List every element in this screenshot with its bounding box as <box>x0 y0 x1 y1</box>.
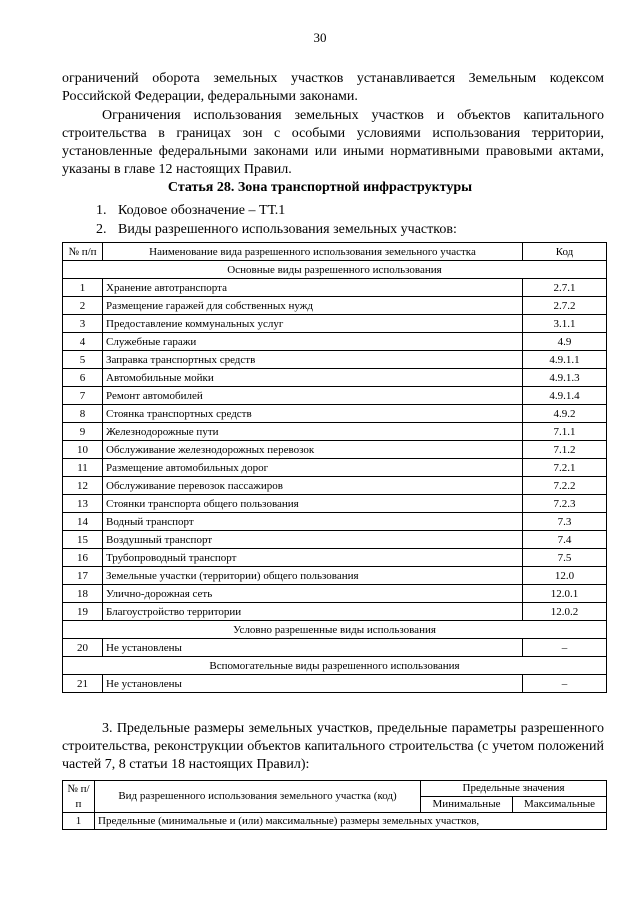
row-use-name: Не установлены <box>103 675 523 693</box>
list-item-text: Кодовое обозначение – ТТ.1 <box>118 203 286 218</box>
section-title: Условно разрешенные виды использования <box>63 621 607 639</box>
section-row-main <box>63 261 607 279</box>
table-row <box>63 813 607 830</box>
column-header-max: Максимальные <box>513 797 607 813</box>
row-use-name: Улично-дорожная сеть <box>103 585 523 603</box>
row-use-name: Обслуживание железнодорожных перевозок <box>103 441 523 459</box>
table-row <box>63 405 607 423</box>
row-use-code: 2.7.1 <box>523 279 607 297</box>
section-row-conditional <box>63 621 607 639</box>
table-row <box>63 495 607 513</box>
row-number: 21 <box>63 675 103 693</box>
section-title: Вспомогательные виды разрешенного использования <box>63 657 607 675</box>
row-use-name: Предоставление коммунальных услуг <box>103 315 523 333</box>
row-use-name: Благоустройство территории <box>103 603 523 621</box>
row-number: 19 <box>63 603 103 621</box>
table-row <box>63 423 607 441</box>
row-number: 20 <box>63 639 103 657</box>
row-use-name: Воздушный транспорт <box>103 531 523 549</box>
table-row <box>63 315 607 333</box>
row-use-name: Трубопроводный транспорт <box>103 549 523 567</box>
row-number: 11 <box>63 459 103 477</box>
list-item-text: Виды разрешенного использования земельных участков: <box>118 222 457 237</box>
column-header-use-type: Вид разрешенного использования земельного участка (код) <box>95 781 421 813</box>
row-number: 2 <box>63 297 103 315</box>
row-use-code: 4.9 <box>523 333 607 351</box>
table-row <box>63 567 607 585</box>
row-use-code: 7.2.2 <box>523 477 607 495</box>
row-number: 1 <box>63 813 95 830</box>
row-use-code: 7.2.3 <box>523 495 607 513</box>
table-row <box>63 351 607 369</box>
table-row <box>63 297 607 315</box>
row-use-code: 7.1.2 <box>523 441 607 459</box>
row-use-name: Железнодорожные пути <box>103 423 523 441</box>
row-number: 9 <box>63 423 103 441</box>
row-use-code: 7.4 <box>523 531 607 549</box>
row-text: Предельные (минимальные и (или) максимальные) размеры земельных участков, <box>95 813 607 830</box>
row-use-name: Стоянка транспортных средств <box>103 405 523 423</box>
row-use-name: Водный транспорт <box>103 513 523 531</box>
table-row <box>63 549 607 567</box>
list-item-uses <box>96 221 457 239</box>
table-row <box>63 369 607 387</box>
table-row <box>63 531 607 549</box>
row-use-code: 12.0.2 <box>523 603 607 621</box>
row-use-name: Размещение автомобильных дорог <box>103 459 523 477</box>
table-row <box>63 585 607 603</box>
row-number: 16 <box>63 549 103 567</box>
table-row <box>63 639 607 657</box>
column-header-number: № п/п <box>63 243 103 261</box>
row-use-name: Хранение автотранспорта <box>103 279 523 297</box>
paragraph-3: 3. Предельные размеры земельных участков, предельные параметры разрешенного строительства, реконструкции объектов капитального строительства (с учетом положений частей 7, 8 статьи 18 настоящих Правил): <box>62 721 604 772</box>
section-title: Основные виды разрешенного использования <box>63 261 607 279</box>
article-heading: Статья 28. Зона транспортной инфраструктуры <box>167 180 473 195</box>
row-use-name: Не установлены <box>103 639 523 657</box>
row-number: 17 <box>63 567 103 585</box>
table-row <box>63 459 607 477</box>
column-header-limits: Предельные значения <box>421 781 607 797</box>
row-use-code: 7.3 <box>523 513 607 531</box>
row-number: 5 <box>63 351 103 369</box>
row-use-name: Стоянки транспорта общего пользования <box>103 495 523 513</box>
paragraph-1: ограничений оборота земельных участков устанавливается Земельным кодексом Российской Федерации, федеральными законами. <box>62 71 604 104</box>
row-number: 10 <box>63 441 103 459</box>
row-use-code: 4.9.1.3 <box>523 369 607 387</box>
row-use-name: Ремонт автомобилей <box>103 387 523 405</box>
row-number: 1 <box>63 279 103 297</box>
row-number: 6 <box>63 369 103 387</box>
table-row <box>63 279 607 297</box>
list-item-number: 1. <box>96 203 107 218</box>
column-header-code: Код <box>523 243 607 261</box>
row-number: 13 <box>63 495 103 513</box>
table-row <box>63 513 607 531</box>
row-number: 4 <box>63 333 103 351</box>
list-item-number: 2. <box>96 222 107 237</box>
row-use-name: Обслуживание перевозок пассажиров <box>103 477 523 495</box>
list-item-code <box>96 202 285 220</box>
row-number: 3 <box>63 315 103 333</box>
column-header-number: № п/п <box>63 781 95 813</box>
table-row <box>63 441 607 459</box>
row-use-code: – <box>523 675 607 693</box>
permitted-uses-table <box>62 242 607 693</box>
table-row <box>63 387 607 405</box>
row-number: 7 <box>63 387 103 405</box>
row-use-code: – <box>523 639 607 657</box>
row-use-code: 7.2.1 <box>523 459 607 477</box>
row-number: 18 <box>63 585 103 603</box>
table-row <box>63 675 607 693</box>
section-row-auxiliary <box>63 657 607 675</box>
row-use-code: 4.9.2 <box>523 405 607 423</box>
row-use-name: Земельные участки (территории) общего пользования <box>103 567 523 585</box>
paragraph-2: Ограничения использования земельных участков и объектов капитального строительства в границах зон с особыми условиями использования территории, установленные федеральными законами или иными нормативными правовыми актами, указаны в главе 12 настоящих Правил. <box>62 108 604 177</box>
row-use-code: 7.5 <box>523 549 607 567</box>
table-row <box>63 477 607 495</box>
row-use-name: Служебные гаражи <box>103 333 523 351</box>
row-number: 12 <box>63 477 103 495</box>
row-use-code: 12.0 <box>523 567 607 585</box>
limits-table <box>62 780 607 830</box>
row-number: 8 <box>63 405 103 423</box>
column-header-name: Наименование вида разрешенного использования земельного участка <box>103 243 523 261</box>
table-header-row <box>63 781 607 797</box>
row-use-code: 12.0.1 <box>523 585 607 603</box>
row-use-name: Заправка транспортных средств <box>103 351 523 369</box>
row-use-code: 3.1.1 <box>523 315 607 333</box>
table-row <box>63 333 607 351</box>
row-number: 15 <box>63 531 103 549</box>
row-number: 14 <box>63 513 103 531</box>
row-use-code: 7.1.1 <box>523 423 607 441</box>
row-use-name: Размещение гаражей для собственных нужд <box>103 297 523 315</box>
row-use-code: 4.9.1.1 <box>523 351 607 369</box>
table-row <box>63 603 607 621</box>
row-use-code: 4.9.1.4 <box>523 387 607 405</box>
row-use-code: 2.7.2 <box>523 297 607 315</box>
page-number: 30 <box>313 30 327 45</box>
column-header-min: Минимальные <box>421 797 513 813</box>
row-use-name: Автомобильные мойки <box>103 369 523 387</box>
table-header-row <box>63 243 607 261</box>
